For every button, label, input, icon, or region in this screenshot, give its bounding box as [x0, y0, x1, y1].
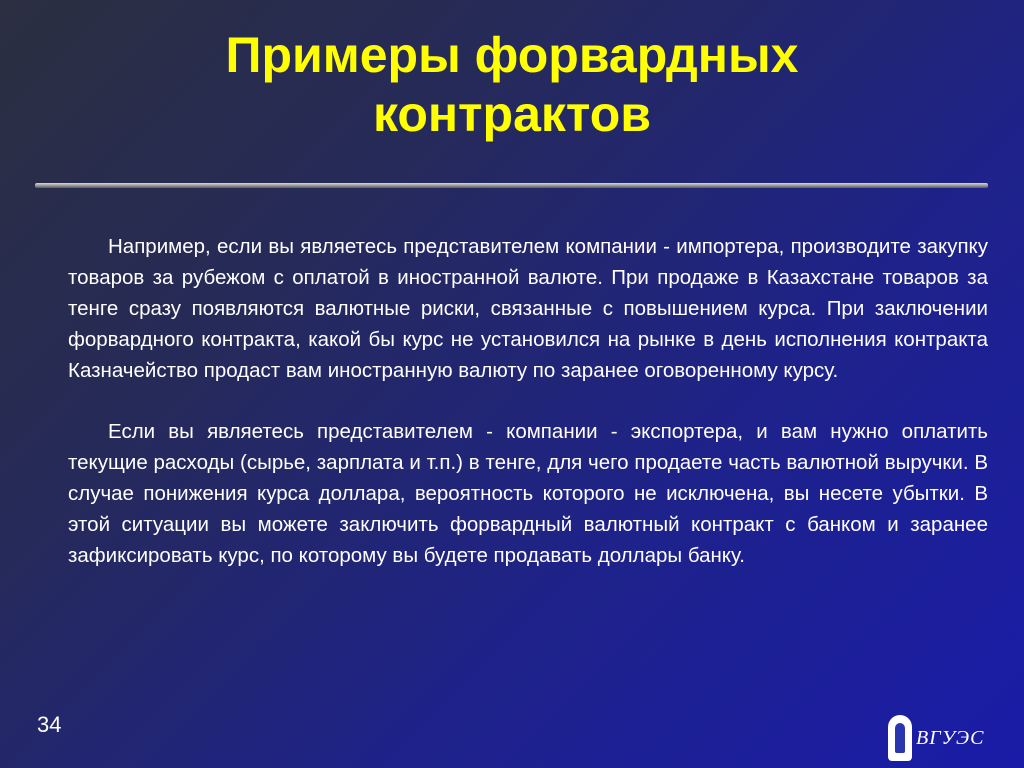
slide-number: 34	[37, 712, 62, 737]
university-logo-icon	[888, 715, 912, 761]
logo-text: ВГУЭС	[916, 726, 985, 749]
paragraph-importer: Например, если вы являетесь представителем компании - импортера, производите закупку товаров за рубежом с оплатой в иностранной валюте. При продаже в Казахстане товаров за тенге сразу появляются валютные риски, связанные с повышением курса. При заключении форвардного контракта, какой бы курс не установился на рынке в день исполнения контракта Казначейство продаст вам иностранную валюту по заранее оговоренному курсу.	[68, 235, 988, 382]
slide-body	[68, 231, 988, 601]
slide-title-line-1: Примеры форвардных	[225, 27, 799, 83]
university-logo	[888, 714, 985, 762]
title-divider	[35, 183, 988, 188]
slide-title	[0, 26, 1024, 144]
slide-title-line-2: контрактов	[372, 86, 652, 142]
paragraph-exporter: Если вы являетесь представителем - компании - экспортера, и вам нужно оплатить текущие расходы (сырье, зарплата и т.п.) в тенге, для чего продаете часть валютной выручки. В случае понижения курса доллара, вероятность которого не исключена, вы несете убытки. В этой ситуации вы можете заключить форвардный валютный контракт с банком и заранее зафиксировать курс, по которому вы будете продавать доллары банку.	[68, 420, 988, 567]
